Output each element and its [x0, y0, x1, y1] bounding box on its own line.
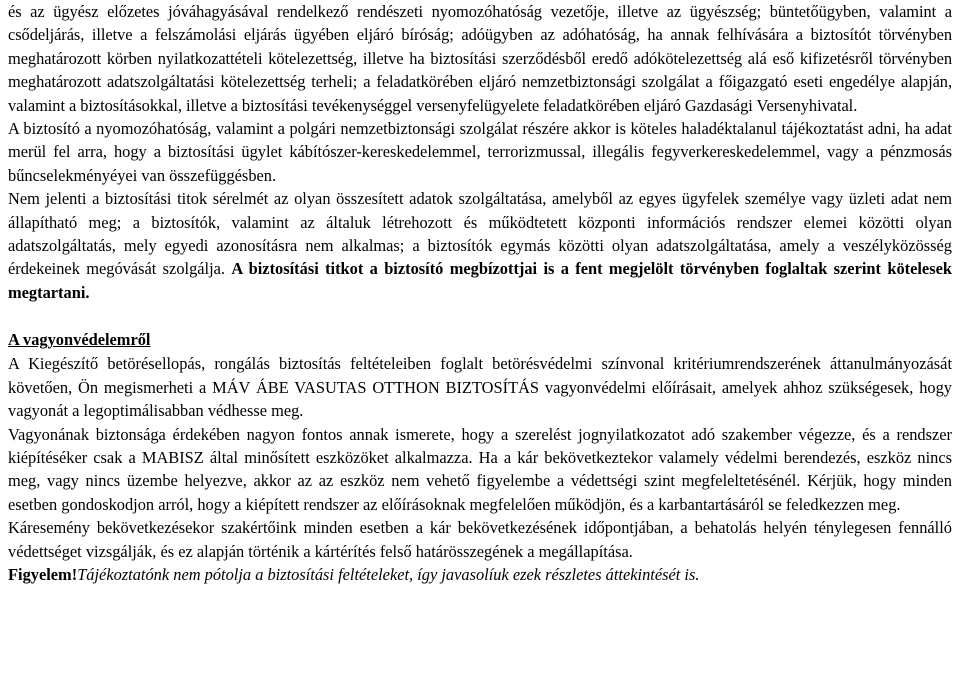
- section-heading: A vagyonvédelemről: [8, 330, 151, 350]
- paragraph-protection-details: Vagyonának biztonsága érdekében nagyon fontos annak ismerete, hogy a szerelést jognyilatkozatot adó szakember végezze, és a rendszer kiépítéséker csak a MABISZ által minősített eszközöket alkalmazza. Ha a kár bekövetkeztekor valamely védelmi berendezés, eszköz nincs meg, vagy nincs üzembe helyezve, akkor az az eszköz nem vehető figyelembe a védettségi szint megfeleltetésénél. Kérjük, hogy minden esetben gondoskodjon arról, hogy a kiépített rendszer az előírásoknak megfelelően működjön, és a karbantartásáról se feledkezzen meg.: [8, 424, 952, 514]
- warning-label: Figyelem!: [8, 564, 78, 584]
- paragraph-claim-assessment: Káresemény bekövetkezésekor szakértőink minden esetben a kár bekövetkezésének időpontjában, a behatolás helyén ténylegesen fennálló védettséget vizsgálják, és ez alapján történik a kártérítés felső határösszegének a megállapítása.: [8, 518, 952, 561]
- warning-note: [8, 563, 952, 587]
- paragraph-secrecy-text: Nem jelenti a biztosítási titok sérelmét az olyan összesített adatok szolgáltatása, amelyből az egyes ügyfelek személye vagy üzleti adat nem állapítható meg; a biztosítók, valamint az általuk létrehozott és működtetett központi információs rendszer elemei közötti olyan adatszolgáltatás, mely egyedi azonosításra nem alkalmas; a biztosítók egymás közötti olyan adatszolgáltatása, amely a veszélyközösség érdekeinek megóvását szolgálja.: [8, 189, 952, 279]
- paragraph-secrecy-bold: A biztosítási titkot a biztosító megbízottjai is a fent megjelölt törvényben foglaltak szerint kötelesek megtartani.: [8, 259, 952, 302]
- paragraph-protection-intro: A Kiegészítő betörésellopás, rongálás biztosítás feltételeiben foglalt betörésvédelmi színvonal kritériumrendszerének áttanulmányozását követően, Ön megismerheti a MÁV ÁBE VASUTAS OTTHON BIZTOSÍTÁS vagyonvédelmi előírásait, amelyek ahhoz szükségesek, hogy vagyonát a legoptimálisabban védhesse meg.: [8, 354, 952, 421]
- paragraph-notification: A biztosító a nyomozóhatóság, valamint a polgári nemzetbiztonsági szolgálat részére akkor is köteles haladéktalanul tájékoztatást adni, ha adat merül fel arra, hogy a biztosítási ügylet kábítószer-kereskedelemmel, terrorizmussal, illegális fegyverkereskedelemmel, vagy a pénzmosás bűncselekményéyei van összefüggésben.: [8, 119, 952, 185]
- warning-text: Tájékoztatónk nem pótolja a biztosítási feltételeket, így javasolíuk ezek részletes áttekintését is.: [77, 564, 700, 584]
- paragraph-secrecy: [8, 187, 952, 304]
- paragraph-intro: és az ügyész előzetes jóváhagyásával rendelkező rendészeti nyomozóhatóság vezetője, illetve az ügyészség; büntetőügyben, valamint a csődeljárás, illetve a felszámolási eljárás ügyében eljáró bíróság; adóügyben az adóhatóság, ha annak felhívására a biztosítót törvényben meghatározott körben nyilatkozattételi kötelezettség, illetve ha biztosítási szerződésből eredő adókötelezettség alá eső kifizetésről törvényben meghatározott adatszolgáltatási kötelezettség terheli; a feladatkörében eljáró nemzetbiztonsági szolgálat a főigazgató eseti engedélye alapján, valamint a biztosításokkal, illetve a biztosítási tevékenységgel versenyfelügyelete feladatkörében eljáró Gazdasági Versenyhivatal.: [8, 2, 952, 115]
